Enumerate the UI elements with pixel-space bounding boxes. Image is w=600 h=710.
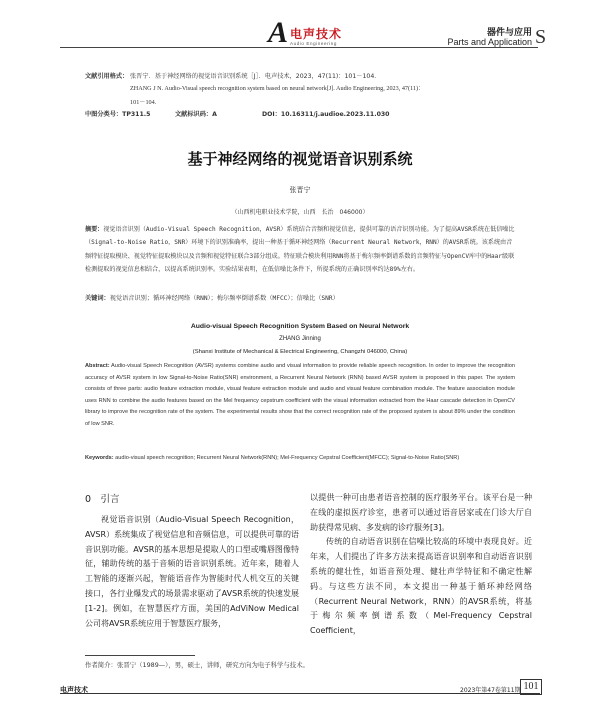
- doi: DOI：10.16311/j.audioe.2023.11.030: [262, 111, 390, 118]
- keywords-cn-text: 视觉语音识别；循环神经网络（RNN）；梅尔频率倒谱系数（MFCC）；信噪比（SNR）: [109, 295, 339, 302]
- paper-affiliation: （山西机电职业技术学院，山西 长治 046000）: [231, 209, 369, 216]
- logo-english-name: Audio Engineering: [290, 41, 337, 46]
- abstract-cn-text: 视觉语音识别（Audio-Visual Speech Recognition，AVSR）系统结合音频和视觉信息，提供可靠的语音识别功能。为了提高AVSR系统在低信噪比（Signal-to-Noise Ratio，SNR）环境下的识别准确率，提出一种基于循环神经网络（Recurrent Neural Network，RNN）的AVSR系统。该系统由音频特征提取模块、视觉特征提取模块以及音频和视觉特征联合3部分组成。特征联合模块利用RNN将基于梅尔频率倒谱系数的音频特征与OpenCV库中的Haar级联检测提取的视觉信息相结合，以提高系统识别率。实验结果表明，在低信噪比条件下，所提系统的正确识别率约达89%左右。: [85, 226, 515, 274]
- footnote-rule: [85, 655, 195, 656]
- citation-label: 文献引用格式：: [85, 73, 129, 80]
- keywords-cn: [85, 292, 517, 305]
- section-title-en: Parts and Application: [447, 37, 532, 47]
- body-right-paragraph-2: 传统的自动语音识别在信噪比较高的环境中表现良好。近年来，人们提出了许多方法来提高语音识别率和自动语音识别系统的健壮性，如语音预处理、健壮声学特征和不确定性解码。与这些方法不同，本文提出一种基于循环神经网络（Recurrent Neural Network，RNN）的AVSR系统，将基于梅尔频率倒谱系数（Mel-Frequency Cepstral Coefficient，: [310, 537, 532, 636]
- page-number: 101: [520, 679, 542, 695]
- body-right-paragraph-1: 以提供一种可由患者语音控制的医疗服务平台。该平台是一种在线的虚拟医疗诊室，患者可以通过语音居家或在门诊大厅自助获得常见病、多发病的诊疗服务[3]。: [310, 493, 532, 532]
- abstract-en-label: Abstract:: [85, 363, 110, 369]
- paper-author: 张晋宁: [289, 186, 311, 194]
- keywords-en-label: Keywords:: [85, 455, 114, 461]
- english-author: ZHANG Jinning: [279, 336, 321, 342]
- abstract-cn: [85, 223, 517, 277]
- citation-english-continued: 101－104.: [130, 99, 157, 106]
- author-footnote: 作者简介：张晋宁（1989—），男，硕士，讲师，研究方向为电子科学与技术。: [85, 661, 309, 669]
- citation-chinese: 张晋宁．基于神经网络的视觉语音识别系统［J］．电声技术，2023，47(11)：101－104．: [130, 73, 381, 80]
- keywords-cn-label: 关键词：: [85, 295, 110, 302]
- citation-english: ZHANG J N. Audio-Visual speech recognition system based on neural network[J]. Audio Engineering, 2023, 47(11)：: [130, 85, 425, 92]
- footer-journal-name: 电声技术: [60, 686, 88, 694]
- english-title: Audio-visual Speech Recognition System Based on Neural Network: [190, 323, 410, 330]
- abstract-en: [85, 361, 515, 431]
- document-code: 文献标识码：A: [175, 111, 217, 118]
- footer-issue: 2023年第47卷第11期: [460, 687, 521, 694]
- abstract-cn-label: 摘要：: [85, 226, 104, 233]
- section-heading-intro: 0 引言: [85, 494, 120, 505]
- paper-title: 基于神经网络的视觉语音识别系统: [187, 150, 413, 168]
- logo-glyph: A: [268, 16, 289, 49]
- english-affiliation: (Shanxi Institute of Mechanical & Electrical Engineering, Changzhi 046000, China): [192, 349, 408, 355]
- keywords-en-text: audio-visual speech recognition; Recurrent Neural Network(RNN); Mel-Frequency Cepstral Coefficient(MFCC); Signal-to-Noise Ratio(SNR): [115, 455, 460, 461]
- journal-logo: [268, 16, 378, 54]
- body-right-column: [310, 491, 532, 639]
- clc-number: 中图分类号：TP311.5: [85, 111, 151, 118]
- keywords-en: [85, 453, 515, 465]
- logo-chinese-name: 电声技术: [290, 27, 343, 41]
- body-left-column: 视觉语音识别（Audio-Visual Speech Recognition，AVSR）系统集成了视觉信息和音频信息，可以提供可靠的语音识别功能。AVSR的基本思想是提取人的口型或嘴唇图像特征，辅助传统的基于音频的语音识别系统。近年来，随着人工智能的逐渐兴起，智能语音作为智能时代人机交互的关键接口，各行业爆发式的场景需求驱动了AVSR系统的快速发展[1-2]。例如，在智慧医疗方面，美国的AdViNow Medical公司将AVSR系统应用于智慧医疗服务，: [85, 515, 299, 628]
- header-rule: [60, 47, 538, 48]
- abstract-en-text: Audio-visual Speech Recognition (AVSR) systems combine audio and visual information to provide reliable speech recognition. In order to improve the recognition accuracy of AVSR system in low Signal-to-Noise Ratio(SNR) environment, a Recurrent Neural Network (RNN) based AVSR system is proposed in this paper. The system consists of three parts: audio feature extraction module, visual feature extraction module and audio and visual feature combination module. The feature association module uses RNN to combine the audio features based on the Mel frequency cepstrum coefficient with the visual information extracted from the Haar cascade detection in OpenCV library to improve the recognition rate of the system. The experimental results show that the correct recognition rate of the proposed system is about 89% under the condition of low SNR.: [85, 363, 516, 427]
- section-title-cn: 器件与应用: [486, 28, 532, 38]
- section-mark: S: [535, 26, 547, 48]
